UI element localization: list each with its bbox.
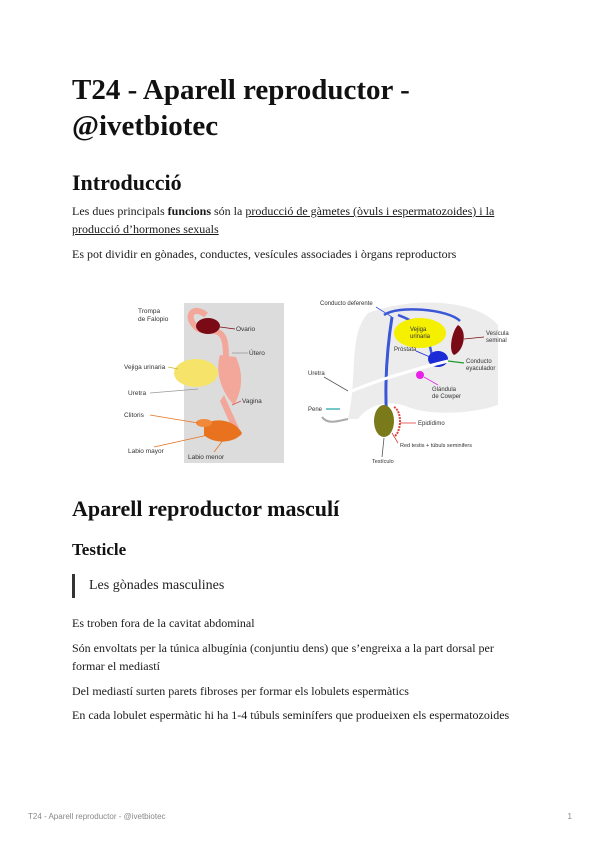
intro-p1-funcions: funcions [167, 204, 212, 218]
label-conducto-deferente: Conducto deferente [320, 301, 373, 307]
cowper-gland [416, 371, 424, 379]
intro-p1-a: Les dues principals [72, 204, 168, 218]
label-red-testis: Red testis + túbuls seminifers [400, 443, 472, 449]
male-bladder [394, 318, 446, 348]
male-paragraph-4: En cada lobulet espermàtic hi ha 1-4 túbuls seminífers que produeixen els espermatozoides [72, 708, 510, 722]
male-paragraph-3: Del mediastí surten parets fibroses per formar els lobulets espermàtics [72, 684, 409, 698]
ovary [196, 318, 220, 334]
male-anatomy-figure [308, 295, 528, 467]
label-clitoris: Clitoris [124, 412, 144, 419]
label-glandula-1: Glándula [432, 387, 457, 393]
label-vagina: Vagina [242, 398, 262, 405]
label-prostata: Próstata [394, 347, 417, 353]
label-uretra: Uretra [128, 390, 147, 397]
intro-paragraph-1 [72, 202, 528, 238]
testicle-subheading: Testicle [72, 540, 127, 559]
female-anatomy-figure [124, 295, 284, 465]
intro-p1-c: són la [211, 204, 246, 218]
clitoris-shape [196, 419, 212, 427]
male-paragraph-1: Es troben fora de la cavitat abdominal [72, 616, 255, 630]
label-testiculo: Testículo [372, 459, 394, 465]
intro-p1-underlined: producció de gàmetes (òvuls i espermatozoides) i la producció d’hormones sexuals [72, 204, 495, 236]
label-utero: Útero [249, 350, 265, 357]
label-pene: Pene [308, 407, 323, 413]
label-conducto-eyaculador-1: Conducto [466, 359, 492, 365]
callout-quote: Les gònades masculines [72, 574, 224, 598]
intro-paragraph-2: Es pot dividir en gònades, conductes, vesícules associades i òrgans reproductors [72, 247, 457, 261]
label-trompa: Trompa [138, 308, 161, 315]
label-falopio: de Falopio [138, 316, 169, 323]
bladder [174, 359, 218, 387]
label-vesicula-1: Vesícula [486, 331, 509, 337]
male-paragraph-2: Són envoltats per la túnica albugínia (conjuntiu dens) que s’engreixa a la part dorsal per formar el mediastí [72, 641, 494, 673]
label-conducto-eyaculador-2: eyaculador [466, 366, 496, 372]
label-vejiga-1: Vejiga [410, 327, 427, 333]
footer-page-number: 1 [567, 812, 572, 821]
label-vejiga-2: urinaria [410, 334, 431, 340]
page-title: T24 - Aparell reproductor - @ivetbiotec [72, 74, 410, 142]
label-ovario: Ovario [236, 326, 256, 333]
testis [374, 405, 394, 437]
footer-title: T24 - Aparell reproductor - @ivetbiotec [28, 812, 166, 821]
label-labio-menor: Labio menor [188, 454, 225, 461]
label-vejiga: Vejiga urinaria [124, 364, 166, 371]
label-glandula-2: de Cowper [432, 394, 462, 400]
label-vesicula-2: seminal [486, 338, 507, 344]
intro-heading: Introducció [72, 170, 182, 195]
label-labio-mayor: Labio mayor [128, 448, 164, 455]
male-section-heading: Aparell reproductor masculí [72, 496, 340, 521]
epididymis [394, 407, 400, 437]
label-epididimo: Epidídimo [418, 421, 445, 427]
label-uretra-m: Uretra [308, 371, 325, 377]
